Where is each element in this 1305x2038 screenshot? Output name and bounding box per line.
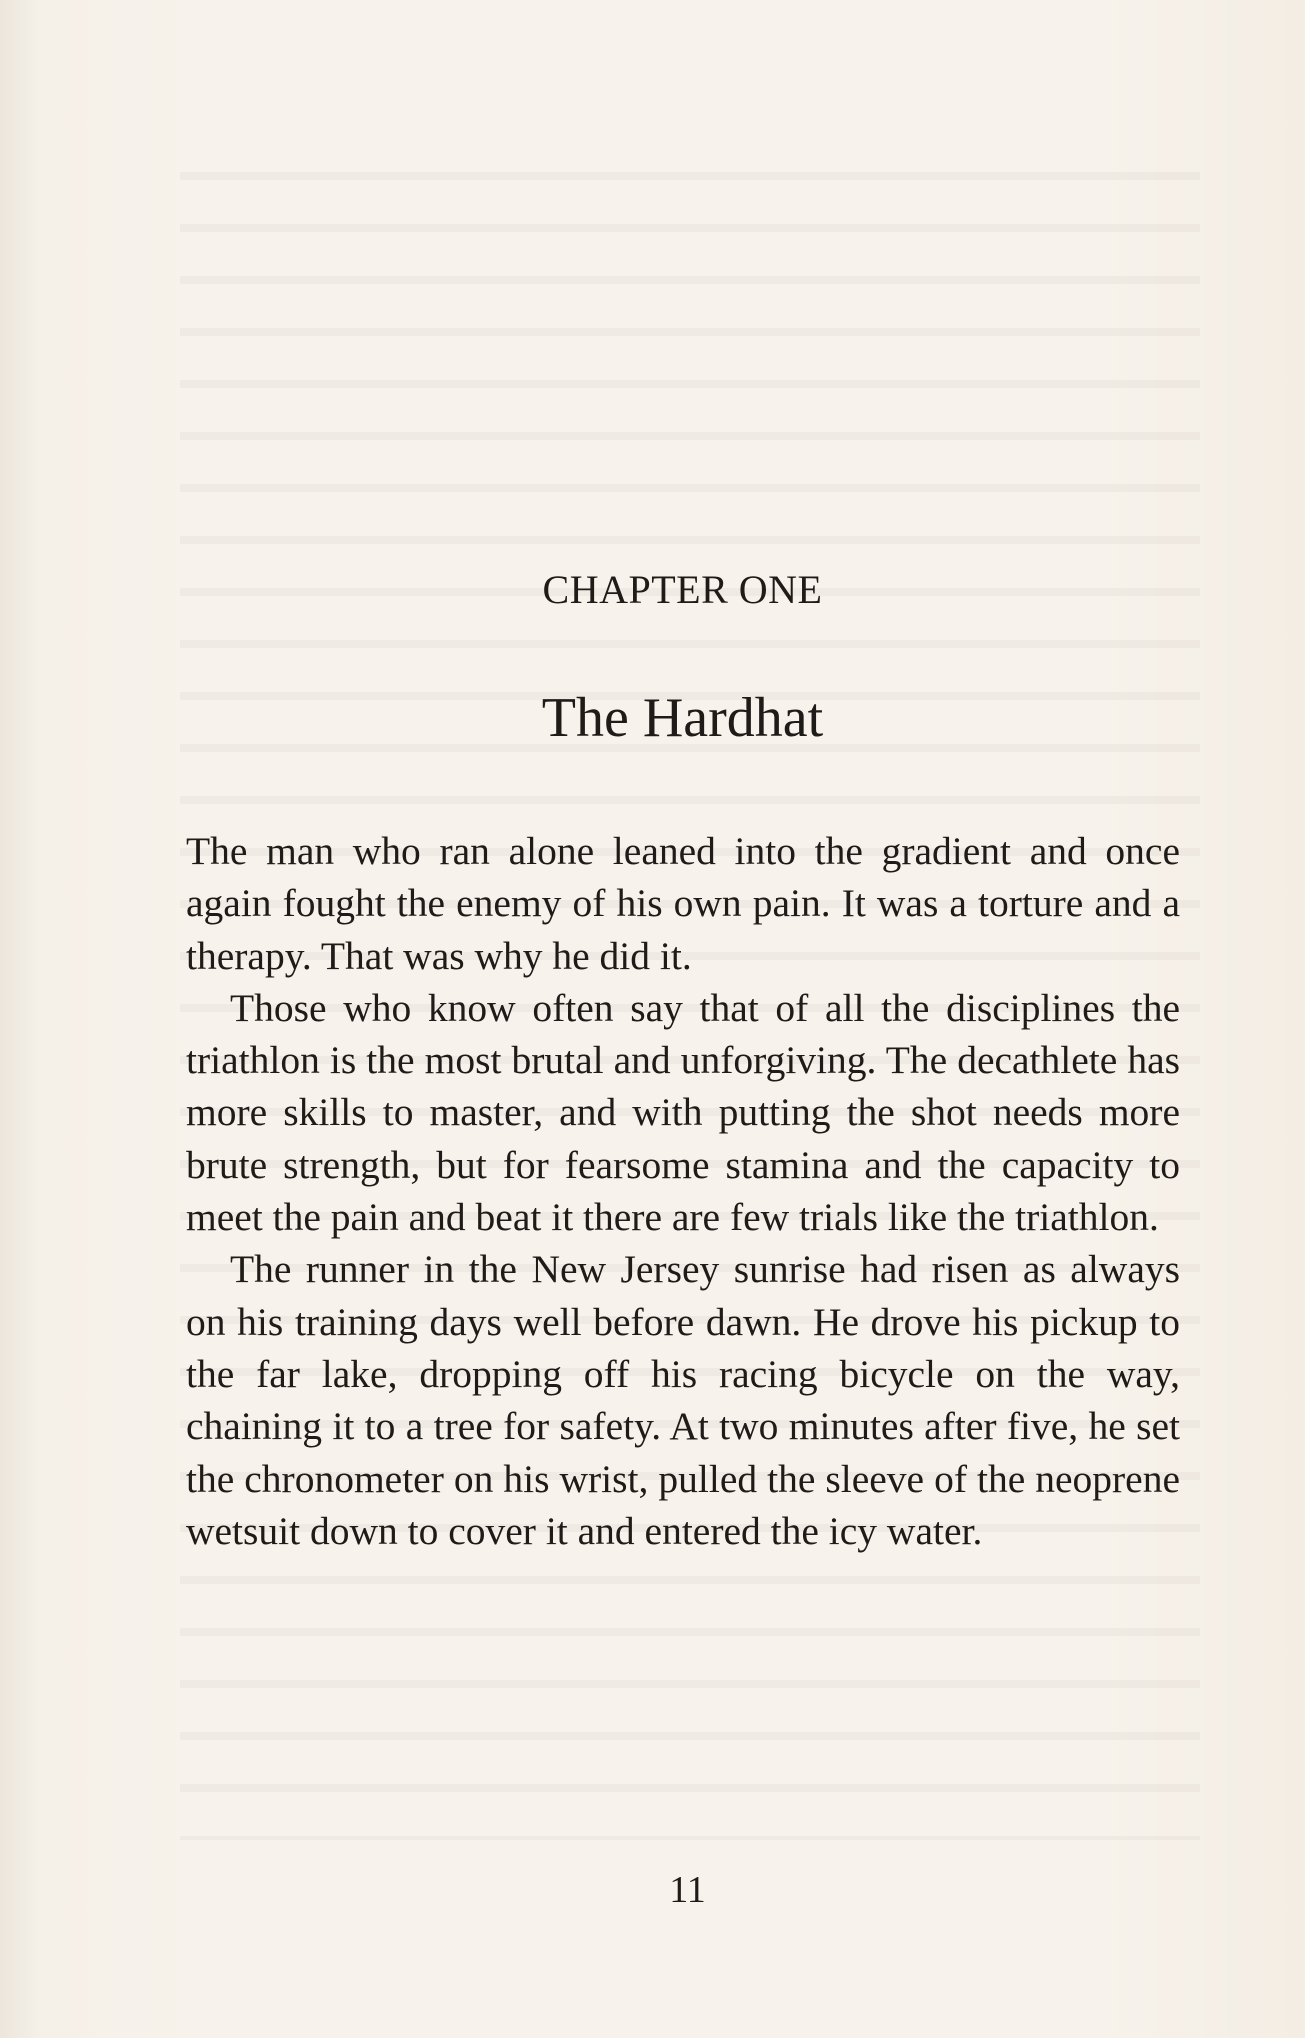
page-number: 11	[669, 1869, 706, 1911]
chapter-title: The Hardhat	[541, 687, 824, 749]
paragraph: The runner in the New Jersey sunrise had risen as always on his training days well before dawn. He drove his pickup to the far lake, dropping off his racing bicycle on the way, chaining it to a tree for safety. At two minutes after five, he set the chronometer on his wrist, pulled the sleeve of the neoprene wetsuit down to cover it and entered the icy water.	[186, 1247, 1180, 1553]
body-text	[186, 825, 1180, 1557]
paragraph: The man who ran alone leaned into the gradient and once again fought the enemy of his own pain. It was a torture and a therapy. That was why he did it.	[186, 829, 1180, 978]
paragraph: Those who know often say that of all the disciplines the triathlon is the most brutal and unforgiving. The decathlete has more skills to master, and with putting the shot needs more brute strength, but for fearsome stamina and the capacity to meet the pain and beat it there are few trials like the triathlon.	[186, 985, 1180, 1240]
chapter-label: CHAPTER ONE	[542, 567, 823, 612]
